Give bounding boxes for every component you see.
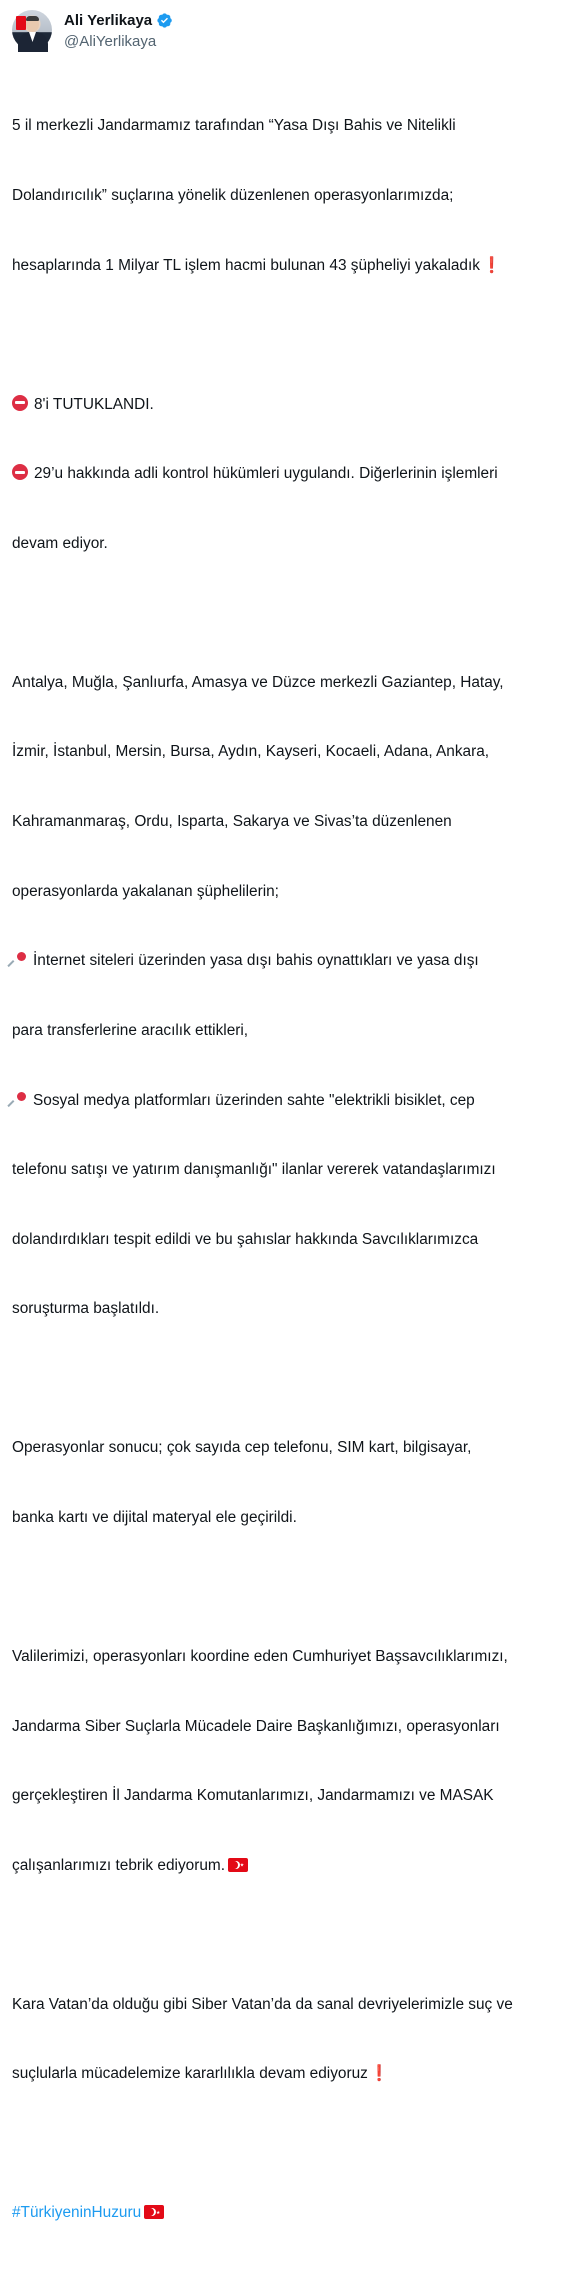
- paragraph-thanks: [12, 1599, 574, 1924]
- text-line: Jandarma Siber Suçlarla Mücadele Daire Başkanlığımızı, operasyonları: [12, 1717, 500, 1735]
- text-line: Sosyal medya platformları üzerinden sahte "elektrikli bisiklet, cep: [33, 1091, 475, 1109]
- text-line: 8'i TUTUKLANDI.: [34, 395, 154, 413]
- text-line: banka kartı ve dijital materyal ele geçirildi.: [12, 1508, 297, 1526]
- text-line-with-emoji: [12, 1854, 574, 1877]
- text-line: İnternet siteleri üzerinden yasa dışı bahis oynattıkları ve yasa dışı: [33, 952, 479, 970]
- text-line: Kahramanmaraş, Ordu, Isparta, Sakarya ve Sivas’ta düzenlenen: [12, 813, 452, 831]
- text-line: hesaplarında 1 Milyar TL işlem hacmi bulunan 43 şüpheliyi yakaladık: [12, 256, 480, 274]
- turkey-flag-icon: [228, 1858, 248, 1872]
- paragraph-locations: [12, 624, 574, 1367]
- post-header: [12, 10, 572, 58]
- text-line-with-emoji: [12, 462, 574, 485]
- text-line: suçlularla mücadelemize kararlılıkla devam ediyoruz: [12, 2065, 368, 2083]
- paragraph-intro: [12, 68, 574, 323]
- text-line-with-emoji: [12, 1089, 574, 1112]
- text-line: telefonu satışı ve yatırım danışmanlığı" ilanlar vererek vatandaşlarımızı: [12, 1161, 496, 1179]
- flag-in-avatar: [16, 16, 26, 30]
- no-entry-icon: [12, 464, 28, 480]
- text-line-with-emoji: [12, 949, 574, 972]
- text-line-with-emoji: [12, 2062, 574, 2085]
- verified-badge-icon: [156, 12, 173, 29]
- post-body: [12, 68, 574, 2294]
- author-name[interactable]: Ali Yerlikaya: [64, 12, 153, 29]
- avatar-hair: [26, 16, 39, 21]
- text-line: Antalya, Muğla, Şanlıurfa, Amasya ve Düzce merkezli Gaziantep, Hatay,: [12, 673, 504, 691]
- author-handle[interactable]: @AliYerlikaya: [64, 33, 157, 50]
- text-line: dolandırdıkları tespit edildi ve bu şahıslar hakkında Savcılıklarımızca: [12, 1230, 479, 1248]
- text-line: gerçekleştiren İl Jandarma Komutanlarımızı, Jandarmamızı ve MASAK: [12, 1787, 494, 1805]
- hashtag-line: [12, 2201, 574, 2224]
- text-line-with-emoji: [12, 393, 574, 416]
- text-line: 29’u hakkında adli kontrol hükümleri uygulandı. Diğerlerinin işlemleri: [34, 465, 498, 483]
- text-line: çalışanlarımızı tebrik ediyorum.: [12, 1856, 225, 1874]
- text-line: Operasyonlar sonucu; çok sayıda cep telefonu, SIM kart, bilgisayar,: [12, 1439, 472, 1457]
- author-name-row: [64, 12, 173, 29]
- text-line: 5 il merkezli Jandarmamız tarafından “Yasa Dışı Bahis ve Nitelikli: [12, 117, 456, 135]
- no-entry-icon: [12, 395, 28, 411]
- text-line: Dolandırıcılık” suçlarına yönelik düzenlenen operasyonlarımızda;: [12, 187, 454, 205]
- paragraph-seizures: [12, 1390, 574, 1576]
- paragraph-closing: [12, 1946, 574, 2132]
- pushpin-icon: [12, 951, 28, 967]
- exclamation-icon: ❗: [481, 256, 502, 274]
- hashtag-link[interactable]: #TürkiyeninHuzuru: [12, 2204, 142, 2222]
- turkey-flag-icon: [144, 2205, 164, 2219]
- exclamation-icon: ❗: [369, 2065, 390, 2083]
- text-line: para transferlerine aracılık ettikleri,: [12, 1021, 249, 1039]
- text-line: İzmir, İstanbul, Mersin, Bursa, Aydın, Kayseri, Kocaeli, Adana, Ankara,: [12, 743, 490, 761]
- text-line: Valilerimizi, operasyonları koordine eden Cumhuriyet Başsavcılıklarımızı,: [12, 1648, 508, 1665]
- text-line: devam ediyor.: [12, 534, 108, 552]
- paragraph-arrests: [12, 346, 574, 601]
- pushpin-icon: [12, 1091, 28, 1107]
- avatar[interactable]: [12, 10, 52, 50]
- text-line: soruşturma başlatıldı.: [12, 1300, 160, 1318]
- hashtag-row: [12, 2155, 574, 2271]
- text-line-with-emoji: [12, 254, 574, 277]
- text-line: operasyonlarda yakalanan şüphelilerin;: [12, 882, 279, 900]
- text-line: Kara Vatan’da olduğu gibi Siber Vatan’da da sanal devriyelerimizle suç ve: [12, 1995, 513, 2013]
